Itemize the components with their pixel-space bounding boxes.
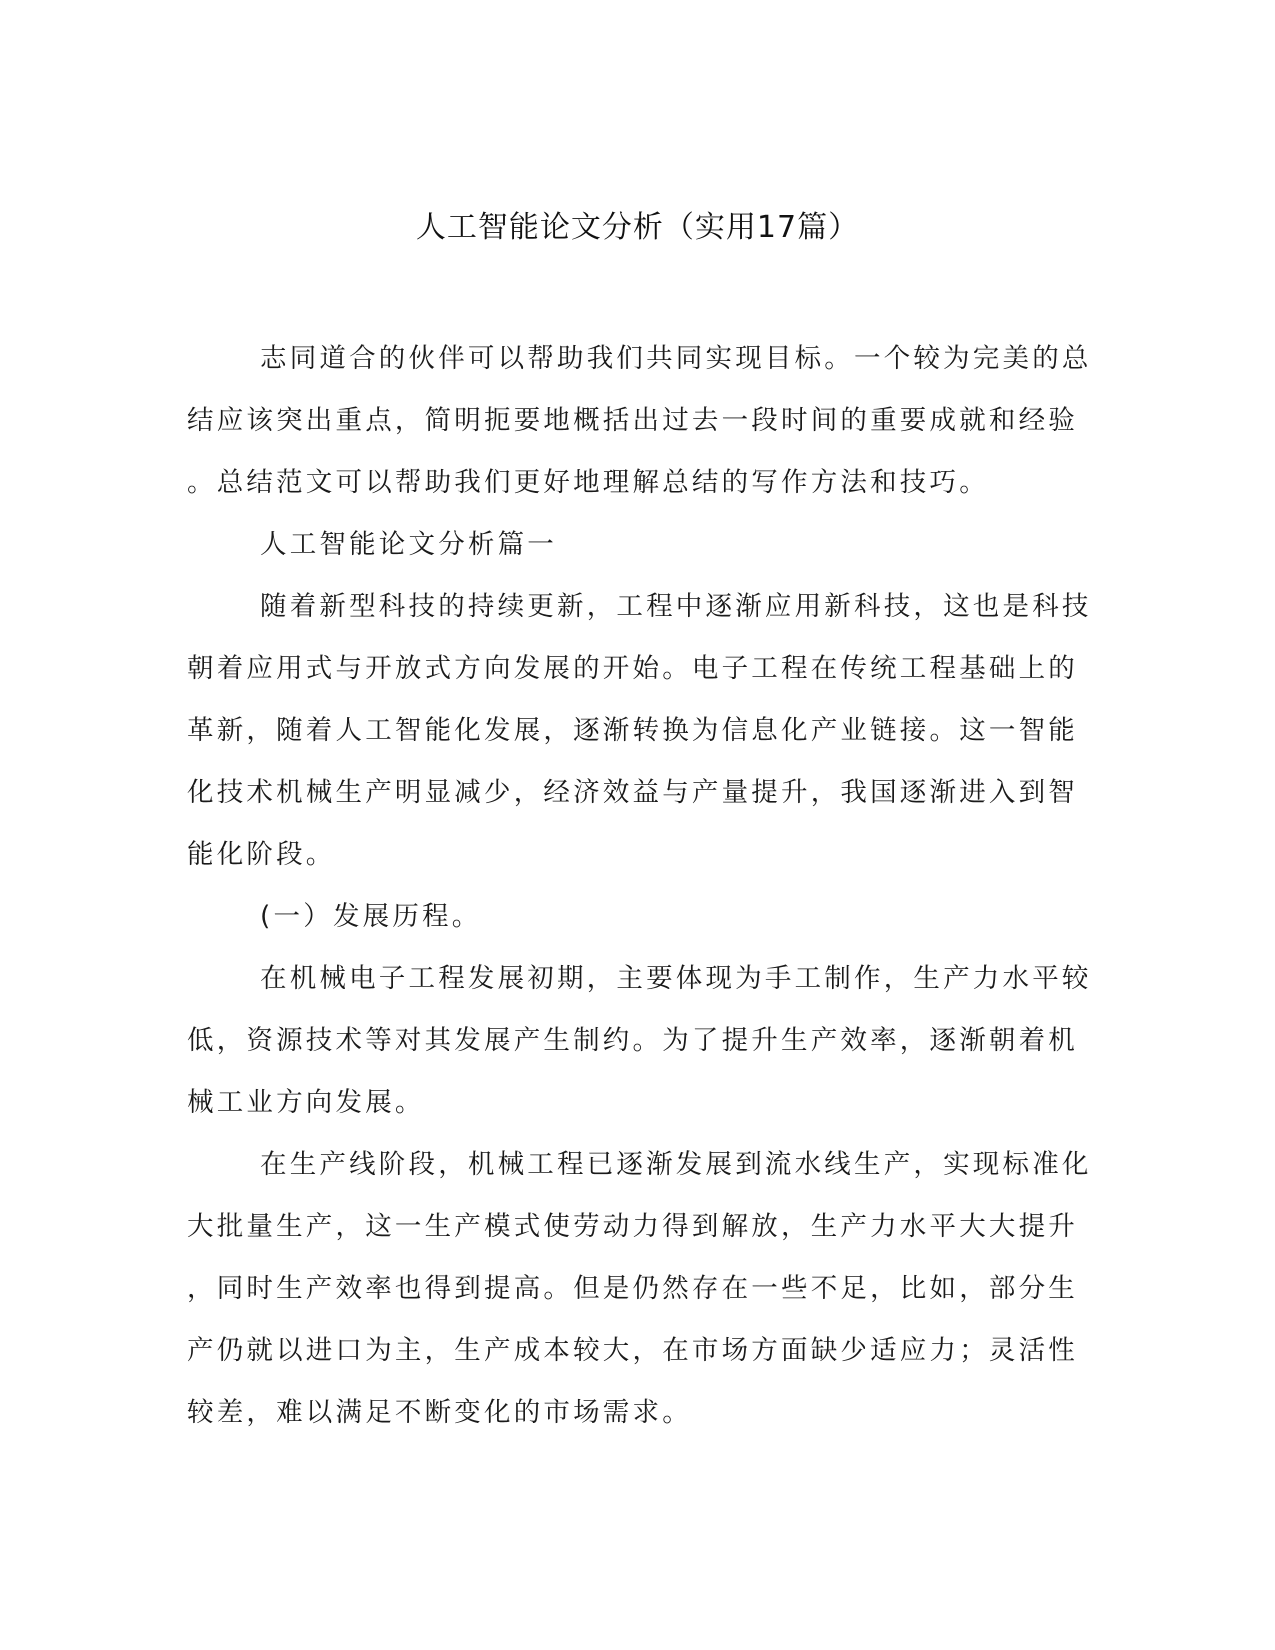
text-line: 志同道合的伙伴可以帮助我们共同实现目标。一个较为完美的总 — [260, 343, 1092, 374]
subsection-heading: (一）发展历程。 — [260, 901, 482, 932]
text-line: 。总结范文可以帮助我们更好地理解总结的写作方法和技巧。 — [187, 467, 989, 498]
text-line: 革新，随着人工智能化发展，逐渐转换为信息化产业链接。这一智能 — [187, 715, 1078, 746]
text-line: 化技术机械生产明显减少，经济效益与产量提升，我国逐渐进入到智 — [187, 777, 1078, 808]
text-line: 大批量生产，这一生产模式使劳动力得到解放，生产力水平大大提升 — [187, 1211, 1078, 1242]
text-line: 能化阶段。 — [187, 839, 336, 870]
text-line: ，同时生产效率也得到提高。但是仍然存在一些不足，比如，部分生 — [187, 1273, 1078, 1304]
text-line: 低，资源技术等对其发展产生制约。为了提升生产效率，逐渐朝着机 — [187, 1025, 1078, 1056]
text-line: 产仍就以进口为主，生产成本较大，在市场方面缺少适应力；灵活性 — [187, 1335, 1078, 1366]
text-line: 朝着应用式与开放式方向发展的开始。电子工程在传统工程基础上的 — [187, 653, 1078, 684]
document-title: 人工智能论文分析（实用17篇） — [415, 210, 860, 245]
section-heading: 人工智能论文分析篇一 — [260, 529, 557, 560]
text-line: 械工业方向发展。 — [187, 1087, 425, 1118]
document-body — [187, 328, 1092, 1444]
text-line: 在机械电子工程发展初期，主要体现为手工制作，生产力水平较 — [260, 963, 1092, 994]
text-line: 结应该突出重点，简明扼要地概括出过去一段时间的重要成就和经验 — [187, 405, 1078, 436]
text-line: 在生产线阶段，机械工程已逐渐发展到流水线生产，实现标准化 — [260, 1149, 1092, 1180]
text-line: 随着新型科技的持续更新，工程中逐渐应用新科技，这也是科技 — [260, 591, 1092, 622]
text-line: 较差，难以满足不断变化的市场需求。 — [187, 1397, 692, 1428]
